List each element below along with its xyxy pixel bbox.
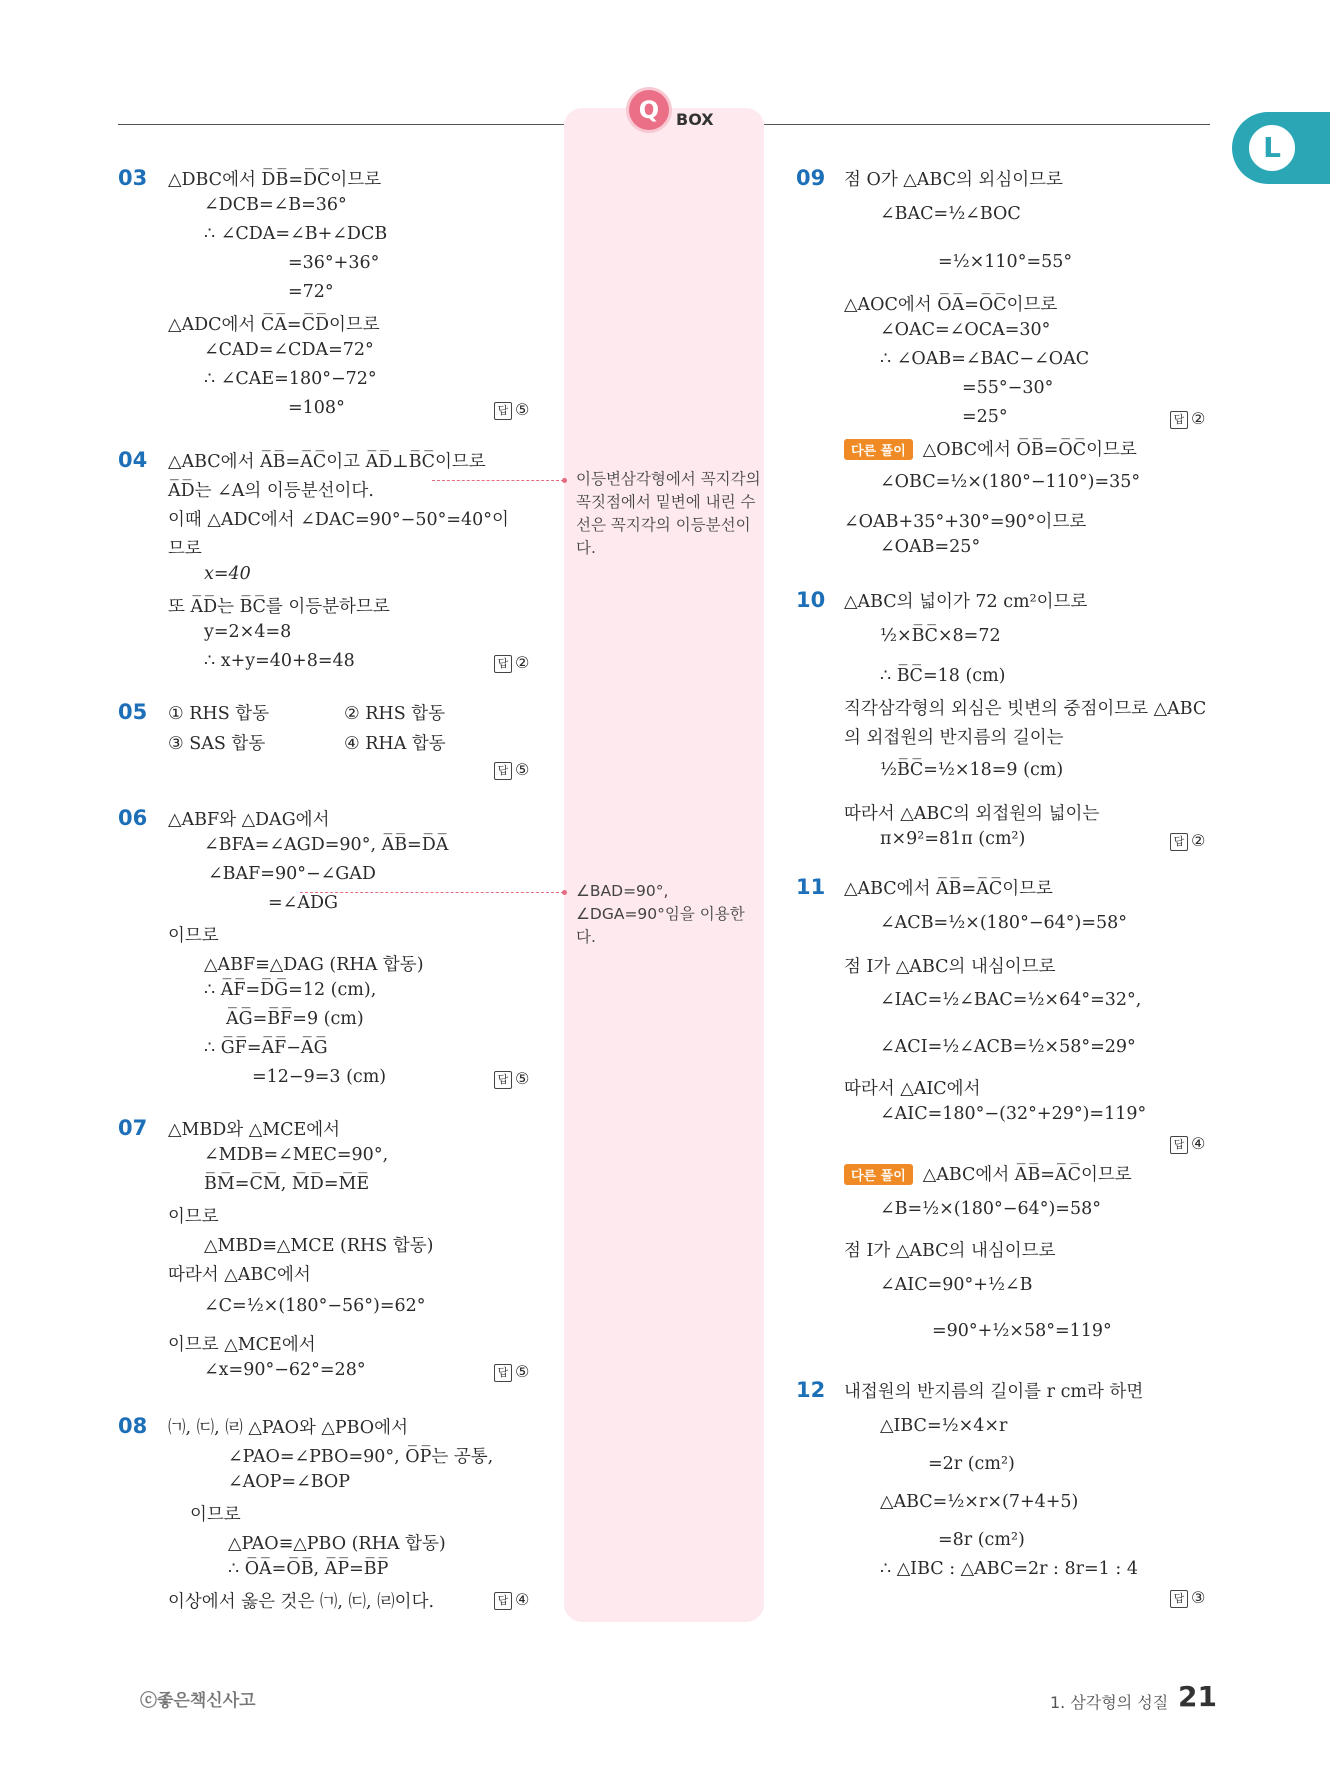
solution-line: =½×110°=55°: [938, 252, 1073, 272]
answer-value: ④: [515, 1590, 530, 1609]
solution-line: =8r (cm²): [938, 1530, 1025, 1550]
answer: [1170, 831, 1205, 851]
answer: [1170, 1134, 1205, 1154]
solution-line: ㈀, ㈂, ㈃ △PAO와 △PBO에서: [168, 1418, 408, 1438]
solution-line: ∠CAD=∠CDA=72°: [204, 340, 374, 360]
solution-line: △ABC에서 A̅B̅=A̅C̅이므로: [844, 879, 1053, 899]
solution-line: △MBD≡△MCE (RHS 합동): [204, 1236, 434, 1256]
solution-line: 이상에서 옳은 것은 ㈀, ㈂, ㈃이다.: [168, 1592, 435, 1612]
box-label: BOX: [676, 110, 714, 129]
solution-line: =55°−30°: [962, 378, 1054, 398]
alternative-solution: [844, 436, 1137, 461]
solution-line: 이므로: [168, 1207, 219, 1227]
solution-line: 또 A̅D̅는 B̅C̅를 이등분하므로: [168, 597, 390, 617]
solution-line: ∠MDB=∠MEC=90°,: [204, 1145, 389, 1165]
solution-line: ② RHS 합동: [344, 704, 446, 724]
solution-line: =36°+36°: [288, 253, 380, 273]
solution-line: ∴ ∠CAE=180°−72°: [204, 369, 377, 389]
solution-line: 따라서 △AIC에서: [844, 1079, 981, 1099]
solution-line: ∠OBC=½×(180°−110°)=35°: [880, 472, 1141, 492]
problem-number: 06: [118, 806, 148, 830]
chapter-title: 1. 삼각형의 성질: [1050, 1693, 1169, 1712]
alt-solution-badge: 다른 풀이: [844, 439, 913, 460]
q-badge-icon: Q: [629, 90, 669, 130]
solution-line: ③ SAS 합동: [168, 734, 266, 754]
answer: [494, 653, 529, 673]
solution-line: ∴ O̅A̅=O̅B̅, A̅P̅=B̅P̅: [228, 1559, 389, 1579]
solution-line: △ABC에서 A̅B̅=A̅C̅이고 A̅D̅⊥B̅C̅이므로: [168, 452, 486, 472]
solution-line: 의 외접원의 반지름의 길이는: [844, 728, 1064, 748]
solution-line: ∠AIC=90°+½∠B: [880, 1275, 1033, 1295]
solution-line: ① RHS 합동: [168, 704, 270, 724]
solution-line: △ADC에서 C̅A̅=C̅D̅이므로: [168, 315, 380, 335]
solution-line: x=40: [204, 564, 251, 584]
answer: [494, 400, 529, 420]
solution-line: ∠BFA=∠AGD=90°, A̅B̅=D̅A̅: [204, 835, 449, 855]
problem-number: 03: [118, 166, 148, 190]
side-note: 이등변삼각형에서 꼭지각의 꼭짓점에서 밑변에 내린 수 선은 꼭지각의 이등분선이 다.: [576, 470, 761, 557]
solution-line: ∠OAC=∠OCA=30°: [880, 320, 1051, 340]
alt-solution-badge: 다른 풀이: [844, 1164, 913, 1185]
answer-mark: 답: [1170, 833, 1188, 851]
note-bullet-icon: [562, 478, 567, 483]
solution-line: 므로: [168, 539, 202, 559]
answer-mark: 답: [494, 1592, 512, 1610]
answer-mark: 답: [494, 1364, 512, 1382]
note-connector: [300, 892, 564, 893]
solution-line: =25°: [962, 407, 1008, 427]
answer-value: ⑤: [515, 760, 530, 779]
note-bullet-icon: [562, 890, 567, 895]
problem-number: 04: [118, 448, 148, 472]
solution-line: ∠B=½×(180°−64°)=58°: [880, 1199, 1101, 1219]
solution-line: =90°+½×58°=119°: [932, 1321, 1112, 1341]
solution-line: A̅G̅=B̅F̅=9 (cm): [226, 1009, 364, 1029]
solution-line: =108°: [288, 398, 345, 418]
answer: [494, 1362, 529, 1382]
solution-line: ∠ACB=½×(180°−64°)=58°: [880, 913, 1128, 933]
answer-mark: 답: [494, 655, 512, 673]
q-box-panel: [564, 108, 764, 1622]
answer: [1170, 1588, 1205, 1608]
solution-line: ∠DCB=∠B=36°: [204, 195, 347, 215]
right-column: [796, 0, 1236, 1773]
solution-line: ∴ G̅F̅=A̅F̅−A̅G̅: [204, 1038, 328, 1058]
solution-line: △DBC에서 D̅B̅=D̅C̅이므로: [168, 170, 382, 190]
answer-value: ②: [1191, 831, 1206, 850]
solution-line: △PAO≡△PBO (RHA 합동): [228, 1534, 446, 1554]
answer-value: ④: [1191, 1134, 1206, 1153]
problem-number: 10: [796, 588, 826, 612]
problem-number: 09: [796, 166, 826, 190]
answer: [494, 1069, 529, 1089]
problem-number: 11: [796, 875, 826, 899]
solution-line: △ABC의 넓이가 72 cm²이므로: [844, 592, 1088, 612]
solution-line: ∠IAC=½∠BAC=½×64°=32°,: [880, 990, 1142, 1010]
solution-line: △ABC에서 A̅B̅=A̅C̅이므로: [922, 1165, 1132, 1185]
answer-mark: 답: [494, 402, 512, 420]
solution-line: 이므로: [168, 926, 219, 946]
solution-line: ½×B̅C̅×8=72: [880, 626, 1001, 646]
answer-mark: 답: [494, 1071, 512, 1089]
solution-line: 이때 △ADC에서 ∠DAC=90°−50°=40°이: [168, 510, 509, 530]
solution-line: △AOC에서 O̅A̅=O̅C̅이므로: [844, 295, 1058, 315]
answer-value: ③: [1191, 1588, 1206, 1607]
answer-mark: 답: [1170, 1136, 1188, 1154]
answer-value: ⑤: [515, 400, 530, 419]
answer: [1170, 409, 1205, 429]
solution-line: ∴ B̅C̅=18 (cm): [880, 666, 1006, 686]
answer-value: ⑤: [515, 1069, 530, 1088]
left-column: [118, 0, 558, 1773]
solution-line: 이므로 △MCE에서: [168, 1335, 316, 1355]
solution-line: △OBC에서 O̅B̅=O̅C̅이므로: [922, 440, 1137, 460]
solution-line: 점 I가 △ABC의 내심이므로: [844, 1241, 1056, 1261]
solution-line: △IBC=½×4×r: [880, 1416, 1008, 1436]
solution-line: ∠AOP=∠BOP: [228, 1472, 351, 1492]
solution-line: △ABC=½×r×(7+4+5): [880, 1492, 1079, 1512]
answer-value: ⑤: [515, 1362, 530, 1381]
solution-line: ∠ACI=½∠ACB=½×58°=29°: [880, 1037, 1136, 1057]
solution-line: ∴ △IBC : △ABC=2r : 8r=1 : 4: [880, 1559, 1138, 1579]
solution-line: B̅M̅=C̅M̅, M̅D̅=M̅E̅: [204, 1174, 370, 1194]
answer: [494, 760, 529, 780]
solution-line: =72°: [288, 282, 334, 302]
solution-line: =12−9=3 (cm): [252, 1067, 387, 1087]
solution-line: ④ RHA 합동: [344, 734, 446, 754]
answer-mark: 답: [494, 762, 512, 780]
answer-mark: 답: [1170, 411, 1188, 429]
solution-line: ½B̅C̅=½×18=9 (cm): [880, 760, 1064, 780]
solution-line: ∴ ∠CDA=∠B+∠DCB: [204, 224, 388, 244]
note-connector: [432, 480, 564, 481]
solution-line: ∠BAF=90°−∠GAD: [208, 864, 376, 884]
solution-line: ∴ A̅F̅=D̅G̅=12 (cm),: [204, 980, 377, 1000]
solution-line: 따라서 △ABC의 외접원의 넓이는: [844, 804, 1100, 824]
solution-line: =∠ADG: [268, 893, 338, 913]
solution-line: 내접원의 반지름의 길이를 r cm라 하면: [844, 1382, 1144, 1402]
answer: [494, 1590, 529, 1610]
solution-line: A̅D̅는 ∠A의 이등분선이다.: [168, 481, 374, 501]
solution-line: △ABF와 △DAG에서: [168, 810, 330, 830]
chapter-tab-icon: L: [1244, 120, 1300, 176]
answer-mark: 답: [1170, 1590, 1188, 1608]
solution-line: △MBD와 △MCE에서: [168, 1120, 341, 1140]
answer-value: ②: [515, 653, 530, 672]
publisher-logo: ⓒ좋은책신사고: [140, 1691, 256, 1711]
solution-line: ∠OAB+35°+30°=90°이므로: [844, 512, 1087, 532]
solution-line: =2r (cm²): [928, 1454, 1015, 1474]
alternative-solution: [844, 1161, 1132, 1186]
problem-number: 07: [118, 1116, 148, 1140]
solution-line: 점 I가 △ABC의 내심이므로: [844, 957, 1056, 977]
solution-line: ∠PAO=∠PBO=90°, O̅P̅는 공통,: [228, 1447, 494, 1467]
side-note: ∠BAD=90°, ∠DGA=90°임을 이용한 다.: [576, 882, 745, 946]
solution-line: π×9²=81π (cm²): [880, 829, 1026, 849]
solution-line: 따라서 △ABC에서: [168, 1265, 311, 1285]
solution-line: ∴ ∠OAB=∠BAC−∠OAC: [880, 349, 1090, 369]
solution-line: ∴ x+y=40+8=48: [204, 651, 355, 671]
page-number: 21: [1178, 1680, 1217, 1713]
solution-line: ∠x=90°−62°=28°: [204, 1360, 366, 1380]
solution-line: 점 O가 △ABC의 외심이므로: [844, 170, 1063, 190]
solution-line: △ABF≡△DAG (RHA 합동): [204, 955, 424, 975]
problem-number: 05: [118, 700, 148, 724]
solution-line: ∠OAB=25°: [880, 537, 981, 557]
solution-line: ∠AIC=180°−(32°+29°)=119°: [880, 1104, 1147, 1124]
problem-number: 12: [796, 1378, 826, 1402]
problem-number: 08: [118, 1414, 148, 1438]
solution-line: y=2×4=8: [204, 622, 292, 642]
solution-line: ∠BAC=½∠BOC: [880, 204, 1021, 224]
solution-line: 이므로: [190, 1505, 241, 1525]
answer-value: ②: [1191, 409, 1206, 428]
solution-line: 직각삼각형의 외심은 빗변의 중점이므로 △ABC: [844, 699, 1207, 719]
solution-line: ∠C=½×(180°−56°)=62°: [204, 1296, 426, 1316]
